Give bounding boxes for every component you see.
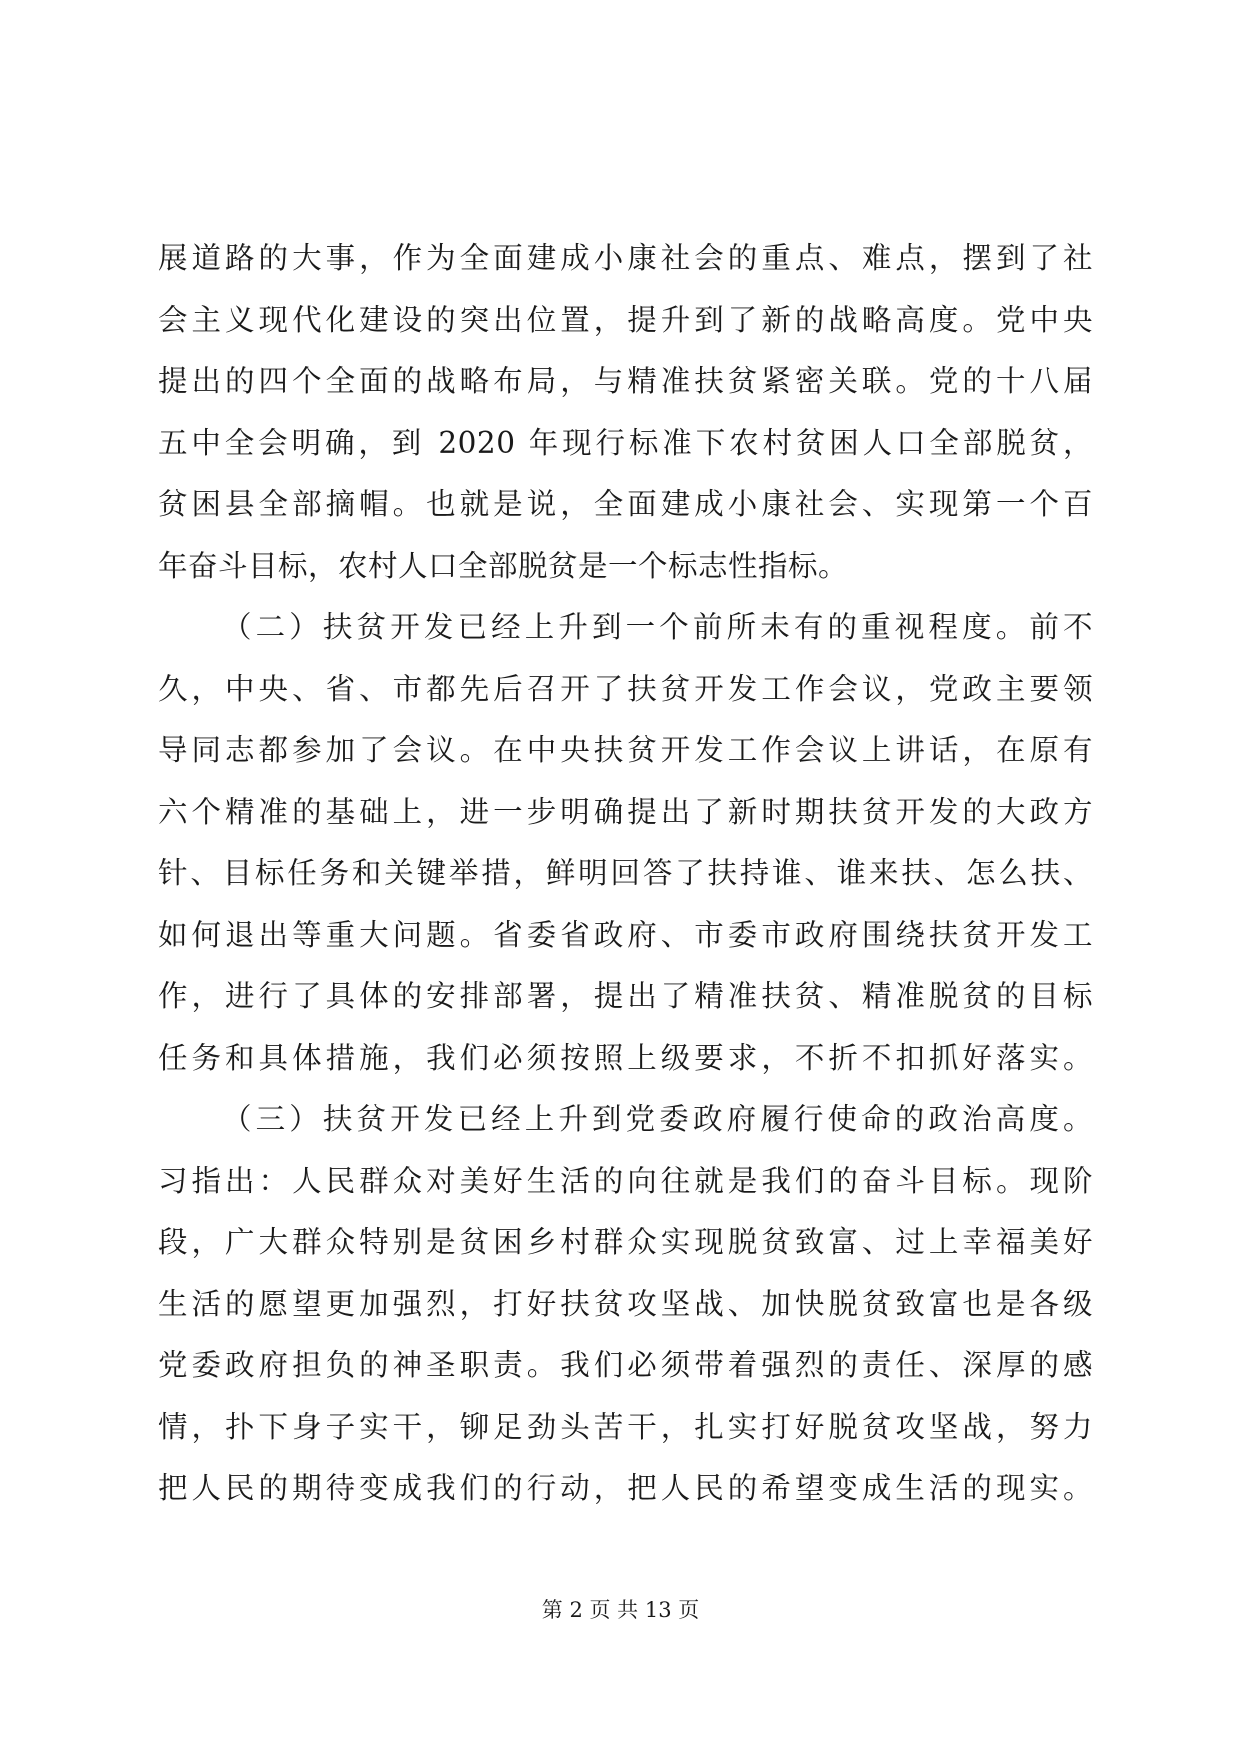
text-line: 会主义现代化建设的突出位置，提升到了新的战略高度。党中央 (158, 302, 1093, 337)
text-line: 六个精准的基础上，进一步明确提出了新时期扶贫开发的大政方 (158, 794, 1093, 829)
text-line: 年奋斗目标，农村人口全部脱贫是一个标志性指标。 (158, 548, 849, 583)
text-line: 贫困县全部摘帽。也就是说，全面建成小康社会、实现第一个百 (158, 487, 1093, 521)
text-line: 情，扑下身子实干，铆足劲头苦干，扎实打好脱贫攻坚战，努力 (158, 1409, 1093, 1444)
document-body (158, 228, 1093, 1520)
text-line: 把人民的期待变成我们的行动，把人民的希望变成生活的现实。 (158, 1471, 1093, 1505)
text-line: 习指出：人民群众对美好生活的向往就是我们的奋斗目标。现阶 (158, 1163, 1093, 1198)
text-line: 久，中央、省、市都先后召开了扶贫开发工作会议，党政主要领 (158, 671, 1093, 706)
text-line: 针、目标任务和关键举措，鲜明回答了扶持谁、谁来扶、怎么扶、 (158, 856, 1093, 890)
text-line: （三）扶贫开发已经上升到党委政府履行使命的政治高度。 (222, 1102, 1093, 1136)
text-line: 党委政府担负的神圣职责。我们必须带着强烈的责任、深厚的感 (158, 1348, 1093, 1382)
text-line: 作，进行了具体的安排部署，提出了精准扶贫、精准脱贫的目标 (158, 979, 1093, 1013)
text-line: 段，广大群众特别是贫困乡村群众实现脱贫致富、过上幸福美好 (158, 1225, 1093, 1259)
text-line: 任务和具体措施，我们必须按照上级要求，不折不扣抓好落实。 (158, 1040, 1093, 1075)
text-line: 导同志都参加了会议。在中央扶贫开发工作会议上讲话，在原有 (158, 733, 1093, 767)
text-line: 生活的愿望更加强烈，打好扶贫攻坚战、加快脱贫致富也是各级 (158, 1286, 1093, 1321)
page-number-footer: 第 2 页 共 13 页 (541, 1598, 700, 1622)
text-line: （二）扶贫开发已经上升到一个前所未有的重视程度。前不 (222, 610, 1093, 644)
text-line: 展道路的大事，作为全面建成小康社会的重点、难点，摆到了社 (158, 241, 1093, 275)
text-line: 五中全会明确，到 2020 年现行标准下农村贫困人口全部脱贫， (158, 425, 1093, 460)
text-line: 提出的四个全面的战略布局，与精准扶贫紧密关联。党的十八届 (158, 364, 1093, 398)
text-line: 如何退出等重大问题。省委省政府、市委市政府围绕扶贫开发工 (158, 917, 1093, 952)
